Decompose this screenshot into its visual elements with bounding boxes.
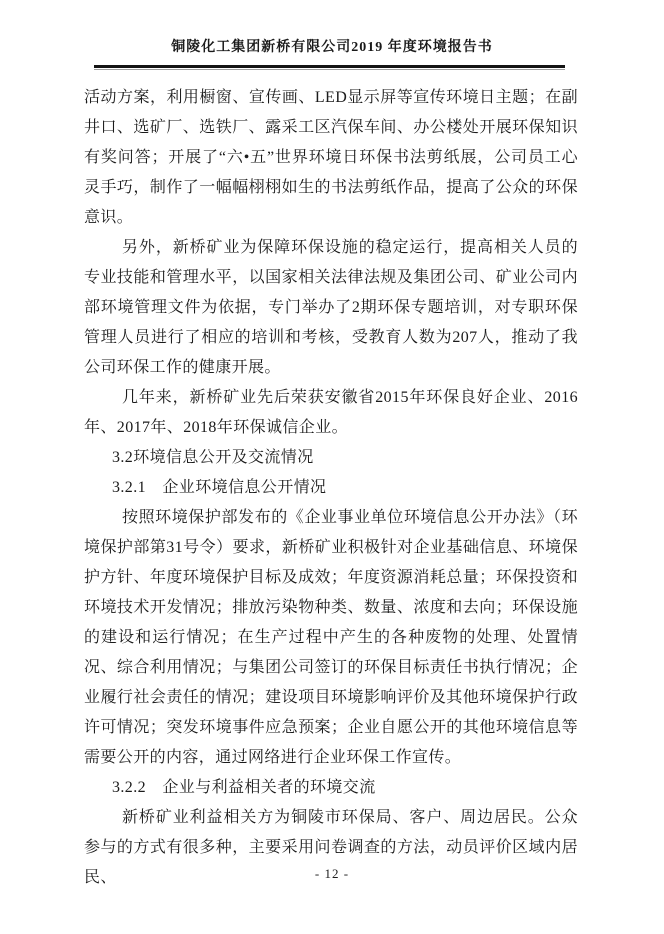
section-heading-3-2-2: 3.2.2 企业与利益相关者的环境交流 (112, 779, 376, 796)
body-paragraph: 新桥矿业利益相关方为铜陵市环保局、客户、周边居民。公众参与的方式有很多种，主要采用问卷调查的方法，动员评价区域内居民、 (84, 809, 578, 886)
section-heading-3-2-1: 3.2.1 企业环境信息公开情况 (112, 479, 327, 496)
section-heading-3-2: 3.2环境信息公开及交流情况 (112, 449, 314, 466)
page-number: - 12 - (314, 866, 350, 881)
document-body (84, 83, 578, 893)
page-footer (0, 866, 664, 882)
body-paragraph: 几年来，新桥矿业先后荣获安徽省2015年环保良好企业、2016年、2017年、2018年环保诚信企业。 (84, 389, 578, 436)
header-rule-thick-line (94, 65, 565, 68)
page-header (0, 0, 664, 70)
body-paragraph: 另外，新桥矿业为保障环保设施的稳定运行，提高相关人员的专业技能和管理水平，以国家相关法律法规及集团公司、矿业公司内部环境管理文件为依据，专门举办了2期环保专题培训，对专职环保管理人员进行了相应的培训和考核，受教育人数为207人，推动了我公司环保工作的健康开展。 (84, 239, 578, 376)
body-paragraph-continuation: 活动方案，利用橱窗、宣传画、LED显示屏等宣传环境日主题；在副井口、选矿厂、选铁厂、露采工区汽保车间、办公楼处开展环保知识有奖问答；开展了“六•五”世界环境日环保书法剪纸展，公司员工心灵手巧，制作了一幅幅栩栩如生的书法剪纸作品，提高了公众的环保意识。 (84, 89, 578, 226)
body-paragraph: 按照环境保护部发布的《企业事业单位环境信息公开办法》（环境保护部第31号令）要求，新桥矿业积极针对企业基础信息、环境保护方针、年度环境保护目标及成效；年度资源消耗总量；环保投资和环境技术开发情况；排放污染物种类、数量、浓度和去向；环保设施的建设和运行情况；在生产过程中产生的各种废物的处理、处置情况、综合利用情况；与集团公司签订的环保目标责任书执行情况；企业履行社会责任的情况；建设项目环境影响评价及其他环境保护行政许可情况；突发环境事件应急预案；企业自愿公开的其他环境信息等需要公开的内容，通过网络进行企业环保工作宣传。 (84, 509, 578, 766)
header-title: 铜陵化工集团新桥有限公司2019 年度环境报告书 (171, 40, 493, 55)
header-rule-thin-line (94, 69, 565, 70)
header-rule (94, 65, 565, 70)
